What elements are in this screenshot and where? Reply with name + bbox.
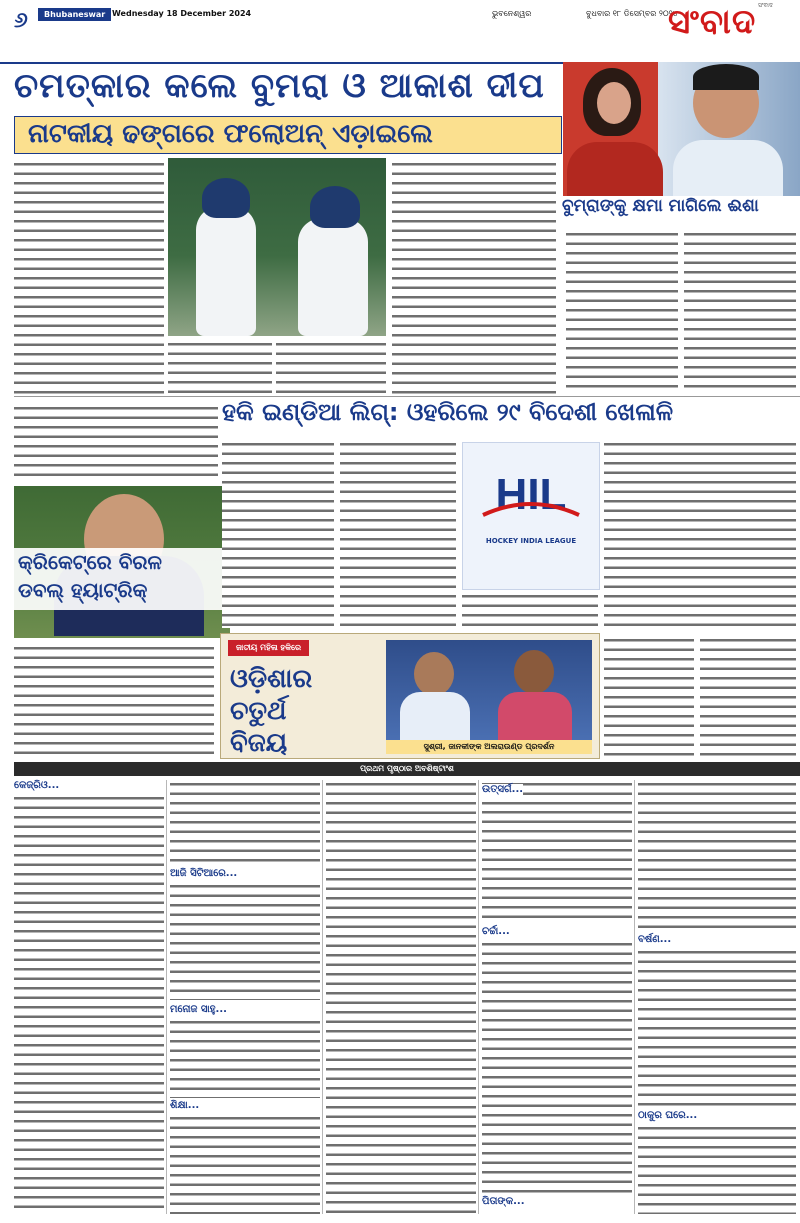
continued-band: ପ୍ରଥମ ପୃଷ୍ଠାର ଅବଶିଷ୍ଟାଂଶ	[14, 762, 800, 776]
womens-hockey-line3: ବିଜୟ	[230, 728, 288, 758]
cont-body-col2c	[170, 1018, 320, 1098]
cont-body-col2a	[170, 780, 320, 864]
cont-body-col5c	[638, 1124, 796, 1214]
hockey-body-under-logo	[462, 592, 598, 628]
city-odia: ଭୁବନେଶ୍ୱର	[492, 9, 532, 18]
hockey-body-col1	[222, 440, 334, 628]
cont-head-col4a: ଉତ୍ସର୍ଗ...	[482, 784, 524, 795]
hil-logo-text: HIL	[495, 470, 567, 519]
city-tag: Bhubaneswar	[38, 8, 111, 21]
hil-logo-box	[462, 442, 600, 590]
col-rule	[478, 780, 479, 1214]
date-odia: ବୁଧବାର ୧୮ ଡିସେମ୍ବର ୨୦୨୪	[586, 9, 678, 18]
cont-body-col2b	[170, 882, 320, 1000]
hil-logo-icon	[477, 463, 585, 523]
womens-hockey-tag: ଜାତୀୟ ମହିଳା ହକିରେ	[228, 640, 309, 656]
cont-head-col1: କେଜ୍ରିଓ...	[14, 780, 60, 791]
col-rule	[634, 780, 635, 1214]
cricket-body	[14, 644, 214, 756]
hockey-headline: ହକି ଇଣ୍ଡିଆ ଲିଗ୍: ଓହରିଲେ ୨୯ ବିଦେଶୀ ଖେଳାଳି	[222, 398, 674, 426]
womens-hockey-line2: ଚତୁର୍ଥ	[230, 696, 287, 726]
womens-body-col1	[604, 636, 694, 756]
side-body-col1	[566, 230, 678, 394]
col-rule	[322, 780, 323, 1214]
brand-tag: ସଂବାଦ	[758, 2, 774, 9]
cont-head-col5b: ଠାକୁର ଘରେ...	[638, 1110, 698, 1121]
cont-body-col3	[326, 780, 476, 1214]
hockey-body-col2	[340, 440, 456, 628]
lead-body-col3	[276, 340, 386, 394]
hil-logo-caption: HOCKEY INDIA LEAGUE	[485, 537, 577, 545]
womens-hockey-caption: ସୁଶ୍ରୀ, ଜାନକୀଙ୍କ ଅଲରାଉଣ୍ଡ ପ୍ରଦର୍ଶନ	[386, 740, 592, 754]
brand-name: ସଂବାଦ	[668, 2, 757, 42]
cont-head-col4b: ଚର୍ଚ୍ଚା...	[482, 926, 510, 937]
cont-body-col4b	[482, 808, 632, 924]
lead-body-col1	[14, 160, 164, 394]
cont-body-col5a	[638, 780, 796, 930]
date-english: Wednesday 18 December 2024	[112, 9, 252, 18]
photo-women-players	[386, 640, 592, 740]
cont-head-col5a: ବର୍ଷଣ...	[638, 934, 672, 945]
cont-body-col2d	[170, 1114, 320, 1214]
photo-isha-bumrah	[563, 62, 800, 196]
cont-body-col1	[14, 794, 164, 1214]
lead-headline: ଚମତ୍କାର କଲେ ବୁମରା ଓ ଆକାଶ ଦୀପ	[14, 66, 545, 106]
hockey-body-col3	[604, 440, 796, 628]
side-story-headline: ବୁମ୍‌ରାଙ୍କୁ କ୍ଷମା ମାଗିଲେ ଈଶା	[562, 196, 759, 216]
cont-head-col4c: ପିତାଙ୍କ...	[482, 1196, 525, 1207]
cricket-body-top	[14, 404, 218, 482]
cricket-headline-line1: କ୍ରିକେଟ୍‌ରେ ବିରଳ	[18, 550, 162, 574]
womens-body-col2	[700, 636, 796, 756]
cont-body-col5b	[638, 948, 796, 1108]
photo-rahul-jadeja	[168, 158, 386, 336]
col-rule	[166, 780, 167, 1214]
cont-head-col2b: ମନୋଜ ସାହୁ...	[170, 1004, 227, 1015]
cont-head-col2a: ଆଜି ସିଟିଆରେ...	[170, 868, 238, 879]
cont-head-col2c: ଶିକ୍ଷା...	[170, 1100, 200, 1111]
divider	[14, 396, 800, 397]
newspaper-logo	[668, 2, 794, 60]
lead-body-col2	[168, 340, 272, 394]
womens-hockey-line1: ଓଡ଼ିଶାର	[230, 664, 313, 694]
page-number: ୬	[14, 8, 28, 33]
lead-subheadline: ନାଟକୀୟ ଢଙ୍ଗରେ ଫଲୋଅନ୍ ଏଡ଼ାଇଲେ	[28, 119, 433, 149]
side-body-col2	[684, 230, 796, 394]
cricket-headline-line2: ଡବଲ୍ ହ୍ୟାଟ୍ରିକ୍	[18, 578, 148, 602]
lead-body-col4	[392, 160, 556, 394]
cont-body-col4c	[482, 940, 632, 1194]
